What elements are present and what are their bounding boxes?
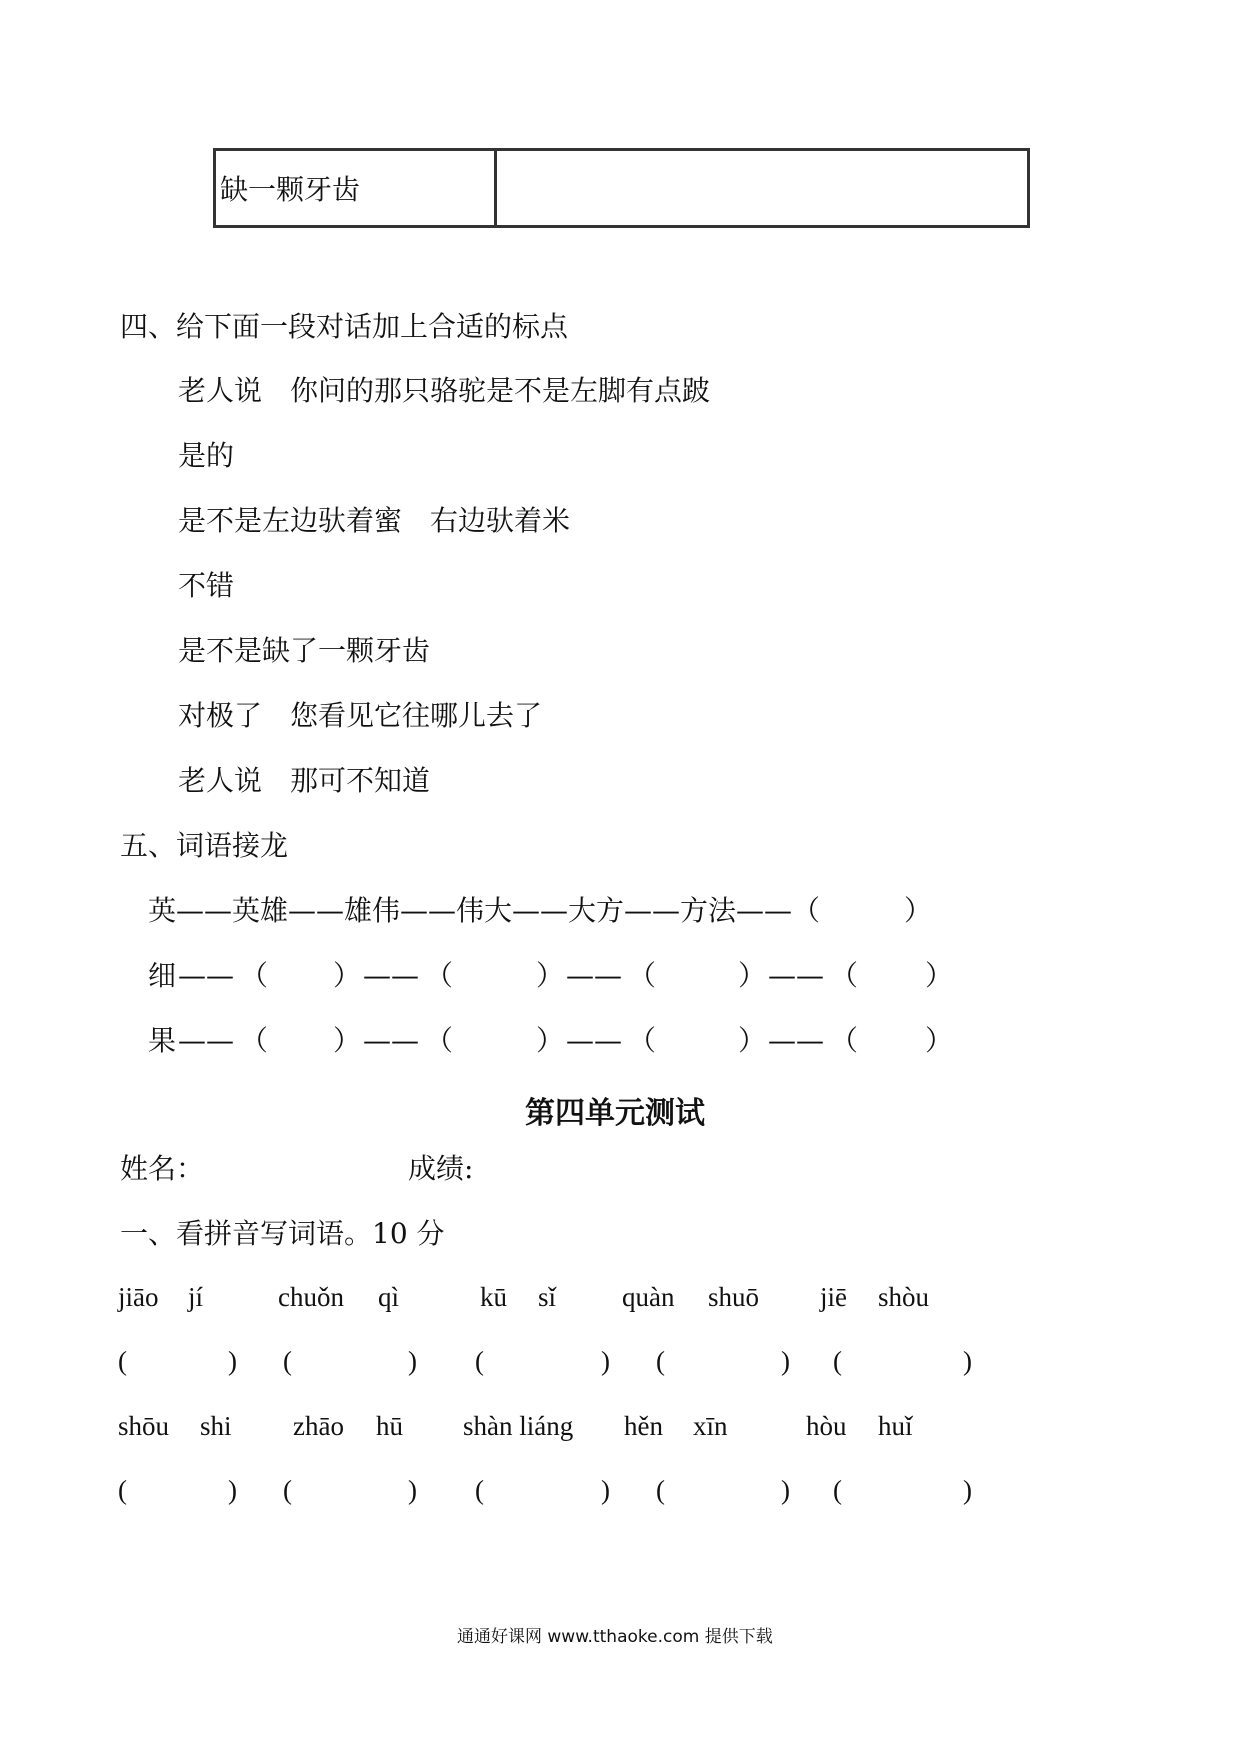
- paren-open: (: [475, 1475, 484, 1505]
- dialogue-line: 是的: [178, 439, 235, 472]
- chain-dash: ——: [566, 1024, 622, 1057]
- paren-open: (: [833, 1346, 842, 1376]
- answer-table: [213, 148, 1030, 228]
- chain-lparen: （: [628, 959, 657, 992]
- chain-start-char: 细: [148, 959, 177, 992]
- paren-open: (: [118, 1346, 127, 1376]
- paren-open: (: [475, 1346, 484, 1376]
- section1-heading: 一、看拼音写词语。10 分: [120, 1217, 445, 1250]
- paren-open: (: [283, 1346, 292, 1376]
- chain-lparen: （: [425, 959, 454, 992]
- chain-lparen: （: [830, 959, 859, 992]
- pinyin: shàn liáng: [463, 1411, 574, 1441]
- paren-open: (: [656, 1346, 665, 1376]
- paren-close: ): [228, 1346, 237, 1376]
- paren-open: (: [283, 1475, 292, 1505]
- dialogue-line: 老人说 那可不知道: [178, 764, 431, 797]
- chain-rparen: ）: [738, 959, 767, 992]
- chain-rparen: ）: [925, 959, 954, 992]
- pinyin: zhāo: [293, 1411, 344, 1441]
- chain-rparen: ）: [925, 1024, 954, 1057]
- dialogue-line: 是不是缺了一颗牙齿: [178, 634, 431, 667]
- chain-rparen: ）: [333, 959, 362, 992]
- page-title: 第四单元测试: [525, 1096, 705, 1131]
- chain-dash: ——: [178, 959, 234, 992]
- pinyin: hěn: [624, 1411, 663, 1441]
- pinyin: shōu: [118, 1411, 170, 1441]
- paren-close: ): [601, 1475, 610, 1505]
- pinyin: shi: [200, 1411, 232, 1441]
- paren-close: ): [781, 1346, 790, 1376]
- word-chain-row-1: 英——英雄——雄伟——伟大——大方——方法——（ ）: [148, 894, 933, 927]
- dialogue-line: 不错: [178, 569, 235, 602]
- chain-rparen: ）: [536, 1024, 565, 1057]
- chain-lparen: （: [628, 1024, 657, 1057]
- paren-close: ): [228, 1475, 237, 1505]
- pinyin: jí: [188, 1282, 204, 1312]
- paren-open: (: [118, 1475, 127, 1505]
- pinyin: shuō: [708, 1282, 760, 1312]
- pinyin: jiē: [820, 1282, 847, 1312]
- dialogue-line: 对极了 您看见它往哪儿去了: [178, 699, 543, 732]
- chain-rparen: ）: [738, 1024, 767, 1057]
- table-cell-answer[interactable]: [496, 150, 1029, 227]
- chain-lparen: （: [425, 1024, 454, 1057]
- name-label: 姓名：: [120, 1152, 205, 1185]
- dialogue-line: 老人说 你问的那只骆驼是不是左脚有点跛: [178, 374, 711, 407]
- page-footer: 通通好课网 www.tthaoke.com 提供下载: [457, 1627, 773, 1647]
- chain-rparen: ）: [536, 959, 565, 992]
- paren-close: ): [781, 1475, 790, 1505]
- paren-close: ): [408, 1475, 417, 1505]
- paren-close: ): [601, 1346, 610, 1376]
- paren-open: (: [656, 1475, 665, 1505]
- chain-lparen: （: [830, 1024, 859, 1057]
- section4-heading: 四、给下面一段对话加上合适的标点: [120, 310, 569, 343]
- chain-dash: ——: [363, 959, 419, 992]
- pinyin: qì: [378, 1282, 400, 1312]
- chain-dash: ——: [363, 1024, 419, 1057]
- chain-rparen: ）: [333, 1024, 362, 1057]
- chain-lparen: （: [240, 959, 269, 992]
- paren-close: ): [408, 1346, 417, 1376]
- pinyin: quàn: [622, 1282, 675, 1312]
- pinyin: jiāo: [118, 1282, 159, 1312]
- section5-heading: 五、词语接龙: [120, 829, 289, 862]
- chain-dash: ——: [566, 959, 622, 992]
- pinyin: huǐ: [878, 1411, 913, 1441]
- table-cell-word: 缺一颗牙齿: [215, 150, 496, 227]
- paren-close: ): [963, 1346, 972, 1376]
- table-row: [215, 150, 1029, 227]
- pinyin: kū: [480, 1282, 507, 1312]
- pinyin: sǐ: [538, 1282, 557, 1312]
- pinyin: hòu: [806, 1411, 847, 1441]
- chain-lparen: （: [240, 1024, 269, 1057]
- pinyin: xīn: [693, 1411, 728, 1441]
- pinyin: chuǒn: [278, 1282, 344, 1312]
- chain-dash: ——: [768, 959, 824, 992]
- pinyin: hū: [376, 1411, 403, 1441]
- chain-start-char: 果: [148, 1024, 177, 1057]
- chain-dash: ——: [768, 1024, 824, 1057]
- score-label: 成绩:: [408, 1152, 474, 1185]
- paren-open: (: [833, 1475, 842, 1505]
- pinyin: shòu: [878, 1282, 930, 1312]
- dialogue-line: 是不是左边驮着蜜 右边驮着米: [178, 504, 571, 537]
- paren-close: ): [963, 1475, 972, 1505]
- chain-dash: ——: [178, 1024, 234, 1057]
